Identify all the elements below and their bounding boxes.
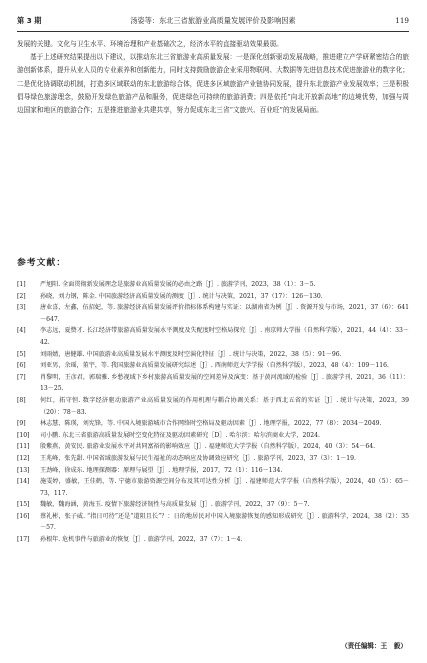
reference-item xyxy=(17,325,409,348)
reference-item xyxy=(17,476,409,499)
reference-number: [9] xyxy=(17,420,26,428)
reference-item xyxy=(17,302,409,325)
page-number: 119 xyxy=(395,16,409,25)
reference-item xyxy=(17,453,409,465)
reference-number: [17] xyxy=(17,536,30,544)
reference-item xyxy=(17,395,409,418)
running-header xyxy=(17,14,409,28)
reference-text: 蔡礼彬，张子威. “指日可待”还是“道阻且长”？：日的地居民对中国入境旅游恢复的感知形成研究［J］. 旅游科学，2024，38（2）：35－57. xyxy=(40,512,409,532)
reference-item xyxy=(17,291,409,303)
responsible-editor: （责任编辑：王 毅） xyxy=(341,642,407,650)
reference-number: [16] xyxy=(17,512,30,520)
reference-item xyxy=(17,430,409,442)
reference-number: [8] xyxy=(17,396,26,404)
reference-text: 施雯婷，盛敏，王佳鹤，等. 宁德市旅游资源空间分布及其可达性分析［J］. 福建师范大学学报（自然科学版），2024，40（5）：65－73，117. xyxy=(40,478,409,497)
reference-text: 孙根年. 危机事件与旅游业的恢复［J］. 旅游学刊，2022，37（7）：1－4. xyxy=(40,536,243,544)
reference-number: [15] xyxy=(17,501,30,509)
body-paragraph-1: 发展的关键。文化与卫生水平、环境治理和产业基础次之，经济水平的直接驱动效果最弱。 xyxy=(17,40,283,48)
reference-text: 孙晓，刘力钢，陈金. 中国旅游经济高质量发展的测度［J］. 统计与决策，2021，37（17）：126－130. xyxy=(40,292,323,300)
reference-number: [5] xyxy=(17,350,26,358)
reference-number: [1] xyxy=(17,281,26,288)
reference-item xyxy=(17,441,409,453)
reference-item xyxy=(17,499,409,511)
issue-number: 第 3 期 xyxy=(17,16,42,25)
reference-text: 林志慧，陈瑛，刘宪锋，等. 中国入境旅游城市合作网络时空格局及驱动因素［J］. 地理学报，2022，77（8）：2034－2049. xyxy=(40,420,382,428)
reference-number: [3] xyxy=(17,304,26,312)
reference-item xyxy=(17,360,409,372)
reference-text: 殷紫燕，黄安民. 旅游业发展水平对共同富裕的影响效应［J］. 福建师范大学学报（自然科学版），2024，40（3）：54－64. xyxy=(40,443,376,451)
reference-number: [4] xyxy=(17,327,26,335)
reference-text: 王兆峰，张先甜. 中国省域旅游发展与民生福祉的动态响应及协调效应研究［J］. 旅游学刊，2023，37（3）：1－19. xyxy=(40,454,356,462)
header-rule xyxy=(17,31,409,32)
reference-text: 司小鹏. 东北三省旅游高质量发展时空变化特征及驱动因素研究［D］. 哈尔滨：哈尔滨商业大学，2024. xyxy=(40,431,320,439)
reference-text: 魏敏，魏海涵，黄海玉. 疫情下旅游经济韧性与高质量发展［J］. 旅游学刊，2022，37（9）：5－7. xyxy=(40,501,310,509)
reference-text: 何红，拓守恒. 数字经济驱动旅游产业高质量发展的作用机理与耦合协调关系：基于西北五省的实证［J］. 统计与决策，2023，39（20）：78－83. xyxy=(40,396,409,416)
reference-item xyxy=(17,534,409,546)
reference-number: [10] xyxy=(17,431,30,439)
reference-number: [11] xyxy=(17,443,30,451)
reference-item xyxy=(17,511,409,534)
reference-number: [14] xyxy=(17,478,30,486)
reference-item xyxy=(17,418,409,430)
reference-text: 唐业喜，左鑫，伍招妃，等. 旅游经济高质量发展评价指标体系构建与实证：以湖南省为例［J］. 资源开发与市场，2021，37（6）：641－647. xyxy=(40,304,409,323)
reference-text: 李志远，夏赞才. 长江经济带旅游高质量发展水平测度及失配度时空格局探究［J］. 南京师大学报（自然科学版），2021，44（4）：33－42. xyxy=(40,327,409,346)
reference-text: 刘雨婧，唐健雄. 中国旅游业高质量发展水平测度及时空演化特征［J］. 统计与决策，2022，38（5）：91－96. xyxy=(40,350,342,358)
reference-text: 肖黎明，王彦君，郭瑞雅. 乡愁视域下乡村旅游高质量发展的空间差异及演变：基于黄河流域的检验［J］. 旅游学刊，2021，36（11）：13－25. xyxy=(40,373,409,393)
reference-number: [2] xyxy=(17,292,26,300)
reference-item xyxy=(17,279,409,291)
reference-list xyxy=(17,279,409,546)
reference-item xyxy=(17,465,409,477)
reference-item xyxy=(17,372,409,395)
body-text xyxy=(17,38,409,117)
reference-text: 王劲峰，徐成东. 地理探测器：原理与展望［J］. 地理学报，2017，72（1）：116－134. xyxy=(40,466,283,474)
reference-number: [13] xyxy=(17,466,30,474)
reference-number: [12] xyxy=(17,454,30,462)
body-paragraph-2: 基于上述研究结果提出以下建议，以推动东北三省旅游业高质量发展：一是深化创新驱动发展战略，推进建立产学研紧密结合的旅游创新体系，提升从业人员的专业素养和创新能力，同时支持鼓励旅游企业采用物联网、大数据等先进信息技术促进旅游业的数字化；二是优化协调联动机制，打造多区域联动的东北旅游综合体，促进多区域旅游产业链协同发展，提升东北旅游产业发展效率；三是积极倡导绿色旅游理念，鼓励开发绿色旅游产品和服务，促进绿色可持续的旅游消费；四是依托“向北开放新高地”的边境优势，加强与周边国家和地区的旅游合作；五是推进旅游业共建共享，努力促成东北三省“文旅兴、百业旺”的发展局面。 xyxy=(17,53,409,115)
references-heading: 参考文献： xyxy=(17,258,66,268)
reference-text: 刘亚男，余瑶，董宇，等. 我国旅游业高质量发展研究综述［J］. 西南师范大学学报（自然科学版），2023，48（4）：109－116. xyxy=(40,362,389,370)
reference-number: [7] xyxy=(17,373,26,381)
reference-text: 严旭阳. 全面贯彻新发展理念是旅游业高质量发展的必由之路［J］. 旅游学刊，2023，38（1）：3－5. xyxy=(40,281,316,288)
running-title: 汤姿等：东北三省旅游业高质量发展评价及影响因素 xyxy=(130,16,296,25)
reference-item xyxy=(17,349,409,361)
reference-number: [6] xyxy=(17,362,26,370)
